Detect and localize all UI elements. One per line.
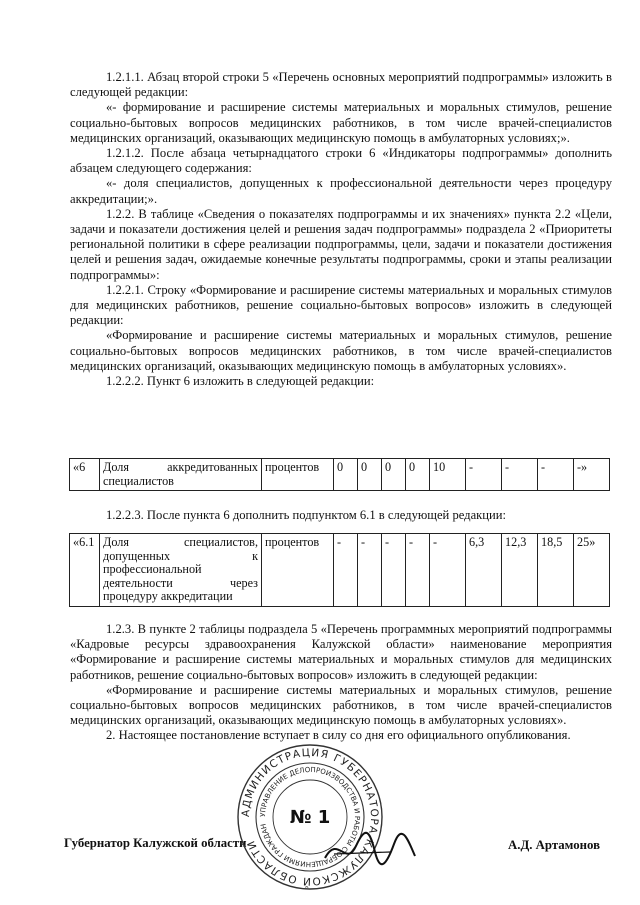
stamp-outer-text: АДМИНИСТРАЦИЯ ГУБЕРНАТОРА КАЛУЖСКОЙ ОБЛАСТИ [239,746,381,888]
paragraph-1-2-1-2: 1.2.1.2. После абзаца четырнадцатого строки 6 «Индикаторы подпрограммы» дополнить абзацем следующего содержания: [70,146,612,176]
indicator-name: Доля специалистов, допущенных к профессиональной деятельности через процедуру аккредитации [100,534,262,607]
paragraph-1-2-2-1: 1.2.2.1. Строку «Формирование и расширение системы материальных и моральных стимулов для медицинских работников, решение социально-бытовых вопросов» изложить в следующей редакции: [70,282,612,328]
value-cell: 0 [334,459,358,491]
value-cell: 10 [430,459,466,491]
value-cell: - [466,459,502,491]
row-number: «6.1 [70,534,100,607]
value-cell: - [430,534,466,607]
value-cell: - [538,459,574,491]
table-row [70,534,610,607]
paragraph-1-2-2-3: 1.2.2.3. После пункта 6 дополнить подпунктом 6.1 в следующей редакции: [106,508,506,522]
value-cell: 6,3 [466,534,502,607]
governor-title: Губернатор Калужской области [64,836,247,850]
text-section-mid [70,508,612,523]
row-number: «6 [70,459,100,491]
paragraph-1-2-1-1: 1.2.1.1. Абзац второй строки 5 «Перечень основных мероприятий подпрограммы» изложить в следующей редакции: [70,70,612,100]
value-cell: 18,5 [538,534,574,607]
handwritten-signature [320,826,420,876]
paragraph-1-2-3: 1.2.3. В пункте 2 таблицы подраздела 5 «Перечень программных мероприятий подпрограммы «Кадровые ресурсы здравоохранения Калужской области» наименование мероприятия «Формирование и расширение системы материальных и моральных стимулов для медицинских работников, решение социально-бытовых вопросов» изложить в следующей редакции: [70,622,612,682]
value-cell: 0 [406,459,430,491]
value-cell: - [334,534,358,607]
text-section-bottom [70,622,612,744]
indicator-table-6-1 [69,533,610,607]
value-cell: 25» [574,534,610,607]
value-cell: 0 [382,459,406,491]
paragraph-quote-accreditation: «- доля специалистов, допущенных к профессиональной деятельности через процедуру аккредитации;». [70,176,612,206]
paragraph-1-2-2: 1.2.2. В таблице «Сведения о показателях подпрограммы и их значениях» пункта 2.2 «Цели, задачи и показатели достижения целей и решения задач подпрограммы» подраздела 2 «Приоритеты региональной политики в сфере реализации подпрограммы, цели, задачи и показатели достижения целей и решения задач, ожидаемые конечные результаты подпрограммы, сроки и этапы реализации подпрограммы»: [70,206,612,282]
paragraph-quote-formation-2: «Формирование и расширение системы материальных и моральных стимулов, решение социально-бытовых вопросов медицинских работников, в том числе врачей-специалистов медицинских организаций, оказывающих медицинскую помощь в амбулаторных условиях». [70,682,612,728]
value-cell: - [502,459,538,491]
paragraph-entry-into-force: 2. Настоящее постановление вступает в силу со дня его официального опубликования. [106,728,571,743]
text-section-top [70,70,612,389]
value-cell: 12,3 [502,534,538,607]
table-row [70,459,610,491]
stamp-number: № 1 [289,807,331,828]
unit-cell: процентов [262,534,334,607]
value-cell: 0 [358,459,382,491]
value-cell: - [382,534,406,607]
paragraph-1-2-2-2: 1.2.2.2. Пункт 6 изложить в следующей редакции: [106,374,375,389]
indicator-name: Доля аккредитованных специалистов [100,459,262,491]
value-cell: -» [574,459,610,491]
paragraph-quote-formation: «Формирование и расширение системы материальных и моральных стимулов, решение социально-бытовых вопросов медицинских работников, в том числе врачей-специалистов медицинских организаций, оказывающих медицинскую помощь в амбулаторных условиях». [70,328,612,373]
value-cell: - [406,534,430,607]
indicator-table-6 [69,458,610,491]
stamp-inner-text: УПРАВЛЕНИЕ ДЕЛОПРОИЗВОДСТВА И РАБОТЫ С ОБРАЩЕНИЯМИ ГРАЖДАН [258,765,362,869]
governor-name: А.Д. Артамонов [508,838,600,852]
unit-cell: процентов [262,459,334,491]
paragraph-quote-stimuli: «- формирование и расширение системы материальных и моральных стимулов, решение социально-бытовых вопросов медицинских работников, в том числе врачей-специалистов медицинских организаций, оказывающих медицинскую помощь в амбулаторных условиях;». [70,100,612,145]
value-cell: - [358,534,382,607]
